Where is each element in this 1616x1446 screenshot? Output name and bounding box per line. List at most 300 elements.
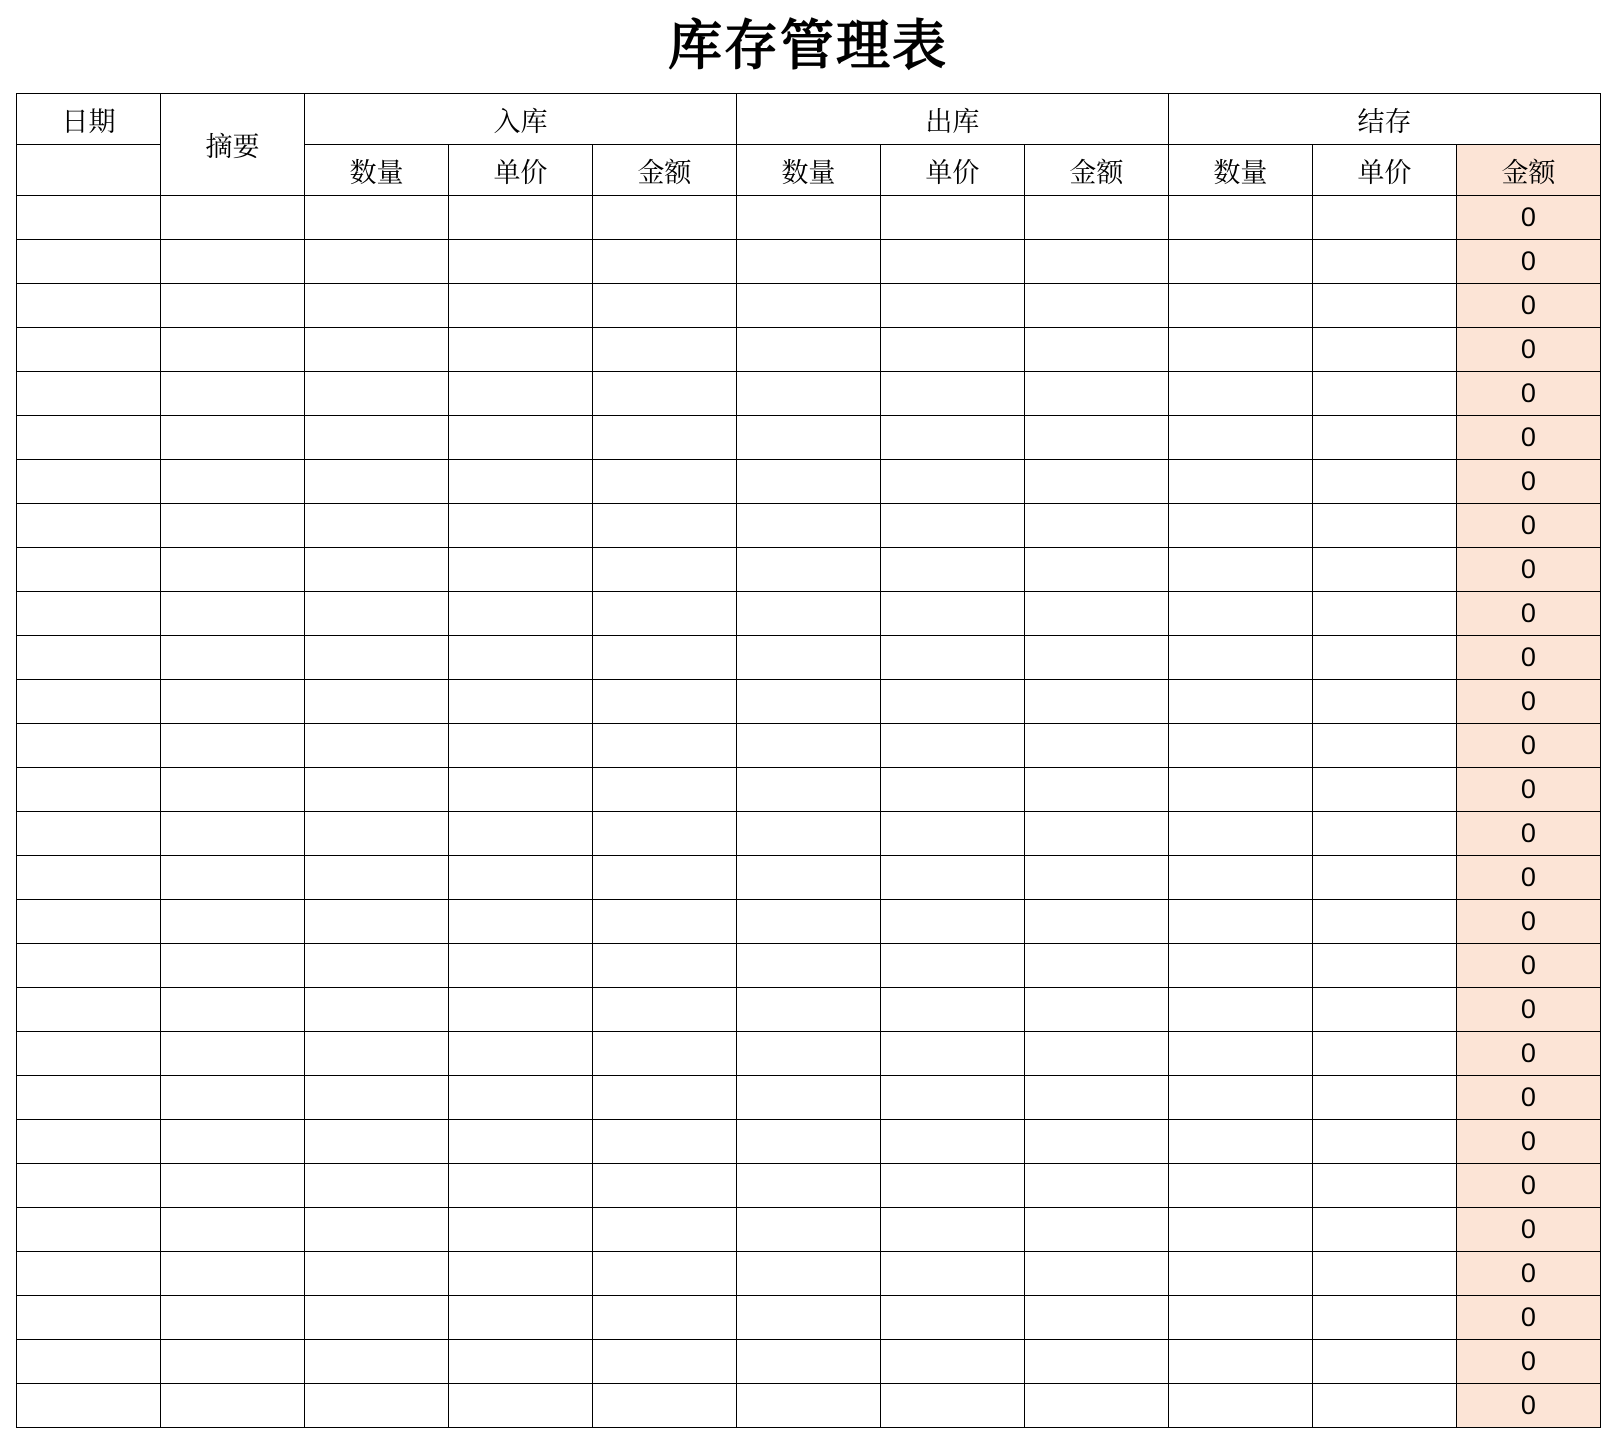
cell-balance-quantity[interactable] bbox=[1168, 988, 1312, 1032]
cell-inbound-amount[interactable] bbox=[592, 416, 736, 460]
cell-balance-amount[interactable]: 0 bbox=[1456, 856, 1600, 900]
cell-inbound-unit-price[interactable] bbox=[448, 1164, 592, 1208]
cell-outbound-quantity[interactable] bbox=[736, 1384, 880, 1428]
cell-balance-amount[interactable]: 0 bbox=[1456, 724, 1600, 768]
cell-outbound-unit-price[interactable] bbox=[880, 636, 1024, 680]
cell-inbound-amount[interactable] bbox=[592, 196, 736, 240]
cell-balance-amount[interactable]: 0 bbox=[1456, 1252, 1600, 1296]
cell-summary[interactable] bbox=[160, 1296, 304, 1340]
cell-outbound-amount[interactable] bbox=[1024, 812, 1168, 856]
cell-outbound-unit-price[interactable] bbox=[880, 988, 1024, 1032]
cell-outbound-unit-price[interactable] bbox=[880, 1032, 1024, 1076]
cell-balance-amount[interactable]: 0 bbox=[1456, 504, 1600, 548]
cell-outbound-amount[interactable] bbox=[1024, 1384, 1168, 1428]
cell-balance-unit-price[interactable] bbox=[1312, 592, 1456, 636]
cell-outbound-amount[interactable] bbox=[1024, 724, 1168, 768]
cell-balance-amount[interactable]: 0 bbox=[1456, 680, 1600, 724]
cell-balance-unit-price[interactable] bbox=[1312, 240, 1456, 284]
cell-balance-quantity[interactable] bbox=[1168, 460, 1312, 504]
cell-balance-unit-price[interactable] bbox=[1312, 1164, 1456, 1208]
cell-outbound-quantity[interactable] bbox=[736, 1032, 880, 1076]
cell-inbound-quantity[interactable] bbox=[304, 592, 448, 636]
cell-outbound-unit-price[interactable] bbox=[880, 900, 1024, 944]
cell-summary[interactable] bbox=[160, 636, 304, 680]
cell-inbound-quantity[interactable] bbox=[304, 680, 448, 724]
cell-outbound-unit-price[interactable] bbox=[880, 680, 1024, 724]
cell-summary[interactable] bbox=[160, 812, 304, 856]
cell-outbound-amount[interactable] bbox=[1024, 680, 1168, 724]
cell-balance-amount[interactable]: 0 bbox=[1456, 944, 1600, 988]
cell-inbound-amount[interactable] bbox=[592, 328, 736, 372]
cell-date[interactable] bbox=[17, 768, 161, 812]
cell-balance-unit-price[interactable] bbox=[1312, 1296, 1456, 1340]
cell-outbound-unit-price[interactable] bbox=[880, 768, 1024, 812]
cell-outbound-unit-price[interactable] bbox=[880, 416, 1024, 460]
cell-inbound-quantity[interactable] bbox=[304, 812, 448, 856]
cell-balance-amount[interactable]: 0 bbox=[1456, 1384, 1600, 1428]
cell-summary[interactable] bbox=[160, 284, 304, 328]
cell-inbound-amount[interactable] bbox=[592, 460, 736, 504]
cell-balance-quantity[interactable] bbox=[1168, 548, 1312, 592]
cell-date[interactable] bbox=[17, 1340, 161, 1384]
cell-outbound-quantity[interactable] bbox=[736, 944, 880, 988]
cell-outbound-quantity[interactable] bbox=[736, 284, 880, 328]
cell-summary[interactable] bbox=[160, 1076, 304, 1120]
cell-balance-amount[interactable]: 0 bbox=[1456, 328, 1600, 372]
cell-outbound-unit-price[interactable] bbox=[880, 1120, 1024, 1164]
cell-inbound-unit-price[interactable] bbox=[448, 856, 592, 900]
cell-balance-unit-price[interactable] bbox=[1312, 372, 1456, 416]
cell-balance-unit-price[interactable] bbox=[1312, 1076, 1456, 1120]
cell-inbound-quantity[interactable] bbox=[304, 372, 448, 416]
cell-inbound-unit-price[interactable] bbox=[448, 1384, 592, 1428]
cell-balance-unit-price[interactable] bbox=[1312, 724, 1456, 768]
cell-balance-quantity[interactable] bbox=[1168, 768, 1312, 812]
cell-inbound-amount[interactable] bbox=[592, 1252, 736, 1296]
cell-summary[interactable] bbox=[160, 548, 304, 592]
cell-inbound-amount[interactable] bbox=[592, 1032, 736, 1076]
cell-summary[interactable] bbox=[160, 592, 304, 636]
cell-balance-quantity[interactable] bbox=[1168, 1296, 1312, 1340]
cell-balance-unit-price[interactable] bbox=[1312, 944, 1456, 988]
cell-outbound-quantity[interactable] bbox=[736, 416, 880, 460]
cell-outbound-unit-price[interactable] bbox=[880, 196, 1024, 240]
cell-inbound-amount[interactable] bbox=[592, 1120, 736, 1164]
cell-inbound-unit-price[interactable] bbox=[448, 372, 592, 416]
cell-inbound-quantity[interactable] bbox=[304, 196, 448, 240]
cell-date[interactable] bbox=[17, 988, 161, 1032]
cell-inbound-amount[interactable] bbox=[592, 284, 736, 328]
cell-balance-quantity[interactable] bbox=[1168, 812, 1312, 856]
cell-summary[interactable] bbox=[160, 1252, 304, 1296]
cell-outbound-unit-price[interactable] bbox=[880, 1384, 1024, 1428]
cell-balance-unit-price[interactable] bbox=[1312, 988, 1456, 1032]
cell-date[interactable] bbox=[17, 1296, 161, 1340]
cell-outbound-unit-price[interactable] bbox=[880, 284, 1024, 328]
cell-outbound-amount[interactable] bbox=[1024, 416, 1168, 460]
cell-outbound-unit-price[interactable] bbox=[880, 548, 1024, 592]
cell-inbound-amount[interactable] bbox=[592, 988, 736, 1032]
cell-outbound-quantity[interactable] bbox=[736, 768, 880, 812]
cell-outbound-amount[interactable] bbox=[1024, 196, 1168, 240]
cell-balance-unit-price[interactable] bbox=[1312, 1252, 1456, 1296]
cell-date[interactable] bbox=[17, 944, 161, 988]
cell-inbound-quantity[interactable] bbox=[304, 768, 448, 812]
cell-outbound-amount[interactable] bbox=[1024, 1032, 1168, 1076]
cell-outbound-amount[interactable] bbox=[1024, 548, 1168, 592]
cell-balance-unit-price[interactable] bbox=[1312, 1384, 1456, 1428]
cell-inbound-amount[interactable] bbox=[592, 680, 736, 724]
cell-date[interactable] bbox=[17, 1120, 161, 1164]
cell-date[interactable] bbox=[17, 1252, 161, 1296]
cell-inbound-unit-price[interactable] bbox=[448, 1252, 592, 1296]
cell-summary[interactable] bbox=[160, 1164, 304, 1208]
cell-balance-unit-price[interactable] bbox=[1312, 856, 1456, 900]
cell-outbound-unit-price[interactable] bbox=[880, 1252, 1024, 1296]
cell-balance-quantity[interactable] bbox=[1168, 372, 1312, 416]
cell-date[interactable] bbox=[17, 240, 161, 284]
cell-inbound-amount[interactable] bbox=[592, 856, 736, 900]
cell-balance-amount[interactable]: 0 bbox=[1456, 1164, 1600, 1208]
cell-outbound-quantity[interactable] bbox=[736, 900, 880, 944]
cell-summary[interactable] bbox=[160, 988, 304, 1032]
cell-inbound-quantity[interactable] bbox=[304, 328, 448, 372]
cell-date[interactable] bbox=[17, 548, 161, 592]
cell-outbound-amount[interactable] bbox=[1024, 856, 1168, 900]
cell-balance-amount[interactable]: 0 bbox=[1456, 372, 1600, 416]
cell-balance-quantity[interactable] bbox=[1168, 284, 1312, 328]
cell-summary[interactable] bbox=[160, 944, 304, 988]
cell-outbound-unit-price[interactable] bbox=[880, 1164, 1024, 1208]
cell-balance-unit-price[interactable] bbox=[1312, 196, 1456, 240]
cell-inbound-amount[interactable] bbox=[592, 1164, 736, 1208]
cell-summary[interactable] bbox=[160, 196, 304, 240]
cell-balance-amount[interactable]: 0 bbox=[1456, 988, 1600, 1032]
cell-date[interactable] bbox=[17, 636, 161, 680]
cell-date[interactable] bbox=[17, 680, 161, 724]
cell-outbound-unit-price[interactable] bbox=[880, 240, 1024, 284]
cell-outbound-amount[interactable] bbox=[1024, 372, 1168, 416]
cell-balance-amount[interactable]: 0 bbox=[1456, 1340, 1600, 1384]
cell-summary[interactable] bbox=[160, 1340, 304, 1384]
cell-outbound-amount[interactable] bbox=[1024, 768, 1168, 812]
cell-outbound-quantity[interactable] bbox=[736, 1252, 880, 1296]
cell-inbound-amount[interactable] bbox=[592, 900, 736, 944]
cell-balance-unit-price[interactable] bbox=[1312, 900, 1456, 944]
cell-inbound-amount[interactable] bbox=[592, 1296, 736, 1340]
cell-inbound-unit-price[interactable] bbox=[448, 460, 592, 504]
cell-date[interactable] bbox=[17, 856, 161, 900]
cell-balance-amount[interactable]: 0 bbox=[1456, 812, 1600, 856]
cell-outbound-unit-price[interactable] bbox=[880, 504, 1024, 548]
cell-balance-amount[interactable]: 0 bbox=[1456, 900, 1600, 944]
cell-inbound-unit-price[interactable] bbox=[448, 1208, 592, 1252]
cell-outbound-amount[interactable] bbox=[1024, 1076, 1168, 1120]
cell-inbound-quantity[interactable] bbox=[304, 724, 448, 768]
cell-balance-quantity[interactable] bbox=[1168, 1340, 1312, 1384]
cell-inbound-amount[interactable] bbox=[592, 240, 736, 284]
cell-inbound-unit-price[interactable] bbox=[448, 812, 592, 856]
cell-date[interactable] bbox=[17, 1384, 161, 1428]
cell-inbound-quantity[interactable] bbox=[304, 988, 448, 1032]
cell-date[interactable] bbox=[17, 1164, 161, 1208]
cell-inbound-quantity[interactable] bbox=[304, 1208, 448, 1252]
cell-outbound-quantity[interactable] bbox=[736, 1208, 880, 1252]
cell-outbound-unit-price[interactable] bbox=[880, 372, 1024, 416]
cell-outbound-quantity[interactable] bbox=[736, 680, 880, 724]
cell-outbound-quantity[interactable] bbox=[736, 1296, 880, 1340]
cell-outbound-amount[interactable] bbox=[1024, 944, 1168, 988]
cell-inbound-quantity[interactable] bbox=[304, 636, 448, 680]
cell-inbound-quantity[interactable] bbox=[304, 460, 448, 504]
cell-balance-amount[interactable]: 0 bbox=[1456, 548, 1600, 592]
cell-summary[interactable] bbox=[160, 856, 304, 900]
cell-balance-amount[interactable]: 0 bbox=[1456, 592, 1600, 636]
cell-balance-amount[interactable]: 0 bbox=[1456, 1032, 1600, 1076]
cell-inbound-quantity[interactable] bbox=[304, 1384, 448, 1428]
cell-balance-unit-price[interactable] bbox=[1312, 1120, 1456, 1164]
cell-inbound-amount[interactable] bbox=[592, 768, 736, 812]
cell-summary[interactable] bbox=[160, 240, 304, 284]
cell-inbound-unit-price[interactable] bbox=[448, 240, 592, 284]
cell-outbound-quantity[interactable] bbox=[736, 1120, 880, 1164]
cell-balance-amount[interactable]: 0 bbox=[1456, 240, 1600, 284]
cell-balance-quantity[interactable] bbox=[1168, 196, 1312, 240]
cell-outbound-quantity[interactable] bbox=[736, 460, 880, 504]
cell-date[interactable] bbox=[17, 1032, 161, 1076]
cell-outbound-unit-price[interactable] bbox=[880, 812, 1024, 856]
cell-outbound-unit-price[interactable] bbox=[880, 1076, 1024, 1120]
cell-summary[interactable] bbox=[160, 1384, 304, 1428]
cell-outbound-unit-price[interactable] bbox=[880, 592, 1024, 636]
cell-outbound-unit-price[interactable] bbox=[880, 460, 1024, 504]
cell-inbound-unit-price[interactable] bbox=[448, 724, 592, 768]
cell-date[interactable] bbox=[17, 284, 161, 328]
cell-outbound-amount[interactable] bbox=[1024, 1208, 1168, 1252]
cell-balance-unit-price[interactable] bbox=[1312, 636, 1456, 680]
cell-outbound-quantity[interactable] bbox=[736, 592, 880, 636]
cell-date[interactable] bbox=[17, 372, 161, 416]
cell-balance-quantity[interactable] bbox=[1168, 636, 1312, 680]
cell-date[interactable] bbox=[17, 724, 161, 768]
cell-summary[interactable] bbox=[160, 504, 304, 548]
cell-date[interactable] bbox=[17, 592, 161, 636]
cell-outbound-quantity[interactable] bbox=[736, 1340, 880, 1384]
cell-outbound-quantity[interactable] bbox=[736, 1164, 880, 1208]
cell-balance-quantity[interactable] bbox=[1168, 592, 1312, 636]
cell-date[interactable] bbox=[17, 504, 161, 548]
cell-outbound-amount[interactable] bbox=[1024, 1164, 1168, 1208]
cell-outbound-amount[interactable] bbox=[1024, 460, 1168, 504]
cell-balance-amount[interactable]: 0 bbox=[1456, 1120, 1600, 1164]
cell-outbound-amount[interactable] bbox=[1024, 1120, 1168, 1164]
cell-balance-quantity[interactable] bbox=[1168, 416, 1312, 460]
cell-inbound-unit-price[interactable] bbox=[448, 1120, 592, 1164]
cell-balance-amount[interactable]: 0 bbox=[1456, 1076, 1600, 1120]
cell-inbound-amount[interactable] bbox=[592, 592, 736, 636]
cell-outbound-amount[interactable] bbox=[1024, 988, 1168, 1032]
cell-inbound-quantity[interactable] bbox=[304, 1340, 448, 1384]
cell-inbound-unit-price[interactable] bbox=[448, 680, 592, 724]
cell-summary[interactable] bbox=[160, 1032, 304, 1076]
cell-balance-amount[interactable]: 0 bbox=[1456, 768, 1600, 812]
cell-outbound-quantity[interactable] bbox=[736, 372, 880, 416]
cell-inbound-quantity[interactable] bbox=[304, 240, 448, 284]
cell-outbound-quantity[interactable] bbox=[736, 196, 880, 240]
cell-outbound-unit-price[interactable] bbox=[880, 1208, 1024, 1252]
cell-inbound-unit-price[interactable] bbox=[448, 636, 592, 680]
cell-balance-unit-price[interactable] bbox=[1312, 812, 1456, 856]
cell-date[interactable] bbox=[17, 1076, 161, 1120]
cell-summary[interactable] bbox=[160, 900, 304, 944]
cell-inbound-amount[interactable] bbox=[592, 1384, 736, 1428]
cell-outbound-unit-price[interactable] bbox=[880, 724, 1024, 768]
cell-outbound-quantity[interactable] bbox=[736, 812, 880, 856]
cell-date[interactable] bbox=[17, 1208, 161, 1252]
cell-balance-quantity[interactable] bbox=[1168, 1384, 1312, 1428]
cell-date[interactable] bbox=[17, 460, 161, 504]
cell-date[interactable] bbox=[17, 900, 161, 944]
cell-inbound-unit-price[interactable] bbox=[448, 504, 592, 548]
cell-balance-quantity[interactable] bbox=[1168, 240, 1312, 284]
cell-outbound-amount[interactable] bbox=[1024, 1296, 1168, 1340]
cell-inbound-quantity[interactable] bbox=[304, 900, 448, 944]
cell-inbound-unit-price[interactable] bbox=[448, 1296, 592, 1340]
cell-outbound-quantity[interactable] bbox=[736, 1076, 880, 1120]
cell-balance-quantity[interactable] bbox=[1168, 328, 1312, 372]
cell-summary[interactable] bbox=[160, 680, 304, 724]
cell-outbound-quantity[interactable] bbox=[736, 724, 880, 768]
cell-inbound-unit-price[interactable] bbox=[448, 416, 592, 460]
cell-date[interactable] bbox=[17, 328, 161, 372]
cell-inbound-unit-price[interactable] bbox=[448, 284, 592, 328]
cell-summary[interactable] bbox=[160, 328, 304, 372]
cell-balance-unit-price[interactable] bbox=[1312, 768, 1456, 812]
cell-balance-quantity[interactable] bbox=[1168, 856, 1312, 900]
cell-summary[interactable] bbox=[160, 372, 304, 416]
cell-balance-unit-price[interactable] bbox=[1312, 504, 1456, 548]
cell-balance-amount[interactable]: 0 bbox=[1456, 636, 1600, 680]
cell-summary[interactable] bbox=[160, 724, 304, 768]
cell-balance-unit-price[interactable] bbox=[1312, 1208, 1456, 1252]
cell-inbound-quantity[interactable] bbox=[304, 548, 448, 592]
cell-outbound-amount[interactable] bbox=[1024, 1340, 1168, 1384]
cell-inbound-quantity[interactable] bbox=[304, 1120, 448, 1164]
cell-balance-unit-price[interactable] bbox=[1312, 548, 1456, 592]
cell-balance-amount[interactable]: 0 bbox=[1456, 196, 1600, 240]
cell-balance-quantity[interactable] bbox=[1168, 1164, 1312, 1208]
cell-inbound-amount[interactable] bbox=[592, 1076, 736, 1120]
cell-outbound-quantity[interactable] bbox=[736, 240, 880, 284]
cell-balance-unit-price[interactable] bbox=[1312, 460, 1456, 504]
cell-balance-amount[interactable]: 0 bbox=[1456, 1208, 1600, 1252]
cell-inbound-unit-price[interactable] bbox=[448, 944, 592, 988]
cell-balance-unit-price[interactable] bbox=[1312, 680, 1456, 724]
cell-outbound-unit-price[interactable] bbox=[880, 944, 1024, 988]
cell-inbound-amount[interactable] bbox=[592, 724, 736, 768]
cell-balance-quantity[interactable] bbox=[1168, 1120, 1312, 1164]
cell-inbound-unit-price[interactable] bbox=[448, 988, 592, 1032]
cell-inbound-unit-price[interactable] bbox=[448, 768, 592, 812]
cell-summary[interactable] bbox=[160, 416, 304, 460]
cell-inbound-unit-price[interactable] bbox=[448, 1032, 592, 1076]
cell-outbound-amount[interactable] bbox=[1024, 504, 1168, 548]
cell-balance-quantity[interactable] bbox=[1168, 1252, 1312, 1296]
cell-outbound-quantity[interactable] bbox=[736, 636, 880, 680]
cell-balance-quantity[interactable] bbox=[1168, 724, 1312, 768]
cell-inbound-unit-price[interactable] bbox=[448, 548, 592, 592]
cell-outbound-quantity[interactable] bbox=[736, 328, 880, 372]
cell-balance-quantity[interactable] bbox=[1168, 944, 1312, 988]
cell-outbound-quantity[interactable] bbox=[736, 548, 880, 592]
cell-outbound-quantity[interactable] bbox=[736, 856, 880, 900]
cell-date[interactable] bbox=[17, 416, 161, 460]
cell-summary[interactable] bbox=[160, 1120, 304, 1164]
cell-summary[interactable] bbox=[160, 460, 304, 504]
cell-outbound-amount[interactable] bbox=[1024, 900, 1168, 944]
cell-outbound-unit-price[interactable] bbox=[880, 328, 1024, 372]
cell-outbound-unit-price[interactable] bbox=[880, 856, 1024, 900]
cell-inbound-unit-price[interactable] bbox=[448, 196, 592, 240]
cell-balance-amount[interactable]: 0 bbox=[1456, 284, 1600, 328]
cell-inbound-quantity[interactable] bbox=[304, 504, 448, 548]
cell-date[interactable] bbox=[17, 196, 161, 240]
cell-inbound-quantity[interactable] bbox=[304, 284, 448, 328]
cell-outbound-amount[interactable] bbox=[1024, 284, 1168, 328]
cell-inbound-quantity[interactable] bbox=[304, 1032, 448, 1076]
cell-balance-amount[interactable]: 0 bbox=[1456, 1296, 1600, 1340]
cell-inbound-quantity[interactable] bbox=[304, 1252, 448, 1296]
cell-inbound-amount[interactable] bbox=[592, 1340, 736, 1384]
cell-outbound-amount[interactable] bbox=[1024, 1252, 1168, 1296]
cell-inbound-amount[interactable] bbox=[592, 636, 736, 680]
cell-inbound-amount[interactable] bbox=[592, 504, 736, 548]
cell-outbound-quantity[interactable] bbox=[736, 504, 880, 548]
cell-outbound-amount[interactable] bbox=[1024, 240, 1168, 284]
cell-balance-quantity[interactable] bbox=[1168, 1208, 1312, 1252]
cell-balance-quantity[interactable] bbox=[1168, 1076, 1312, 1120]
cell-balance-amount[interactable]: 0 bbox=[1456, 460, 1600, 504]
cell-inbound-quantity[interactable] bbox=[304, 1164, 448, 1208]
cell-balance-quantity[interactable] bbox=[1168, 900, 1312, 944]
cell-inbound-unit-price[interactable] bbox=[448, 1340, 592, 1384]
cell-inbound-quantity[interactable] bbox=[304, 856, 448, 900]
cell-outbound-quantity[interactable] bbox=[736, 988, 880, 1032]
cell-balance-unit-price[interactable] bbox=[1312, 416, 1456, 460]
cell-balance-quantity[interactable] bbox=[1168, 1032, 1312, 1076]
cell-balance-quantity[interactable] bbox=[1168, 680, 1312, 724]
cell-inbound-unit-price[interactable] bbox=[448, 1076, 592, 1120]
cell-outbound-amount[interactable] bbox=[1024, 636, 1168, 680]
cell-inbound-unit-price[interactable] bbox=[448, 592, 592, 636]
cell-inbound-amount[interactable] bbox=[592, 944, 736, 988]
cell-summary[interactable] bbox=[160, 1208, 304, 1252]
cell-inbound-amount[interactable] bbox=[592, 548, 736, 592]
cell-balance-unit-price[interactable] bbox=[1312, 284, 1456, 328]
cell-outbound-amount[interactable] bbox=[1024, 328, 1168, 372]
cell-inbound-quantity[interactable] bbox=[304, 1296, 448, 1340]
cell-balance-quantity[interactable] bbox=[1168, 504, 1312, 548]
cell-inbound-amount[interactable] bbox=[592, 1208, 736, 1252]
cell-inbound-unit-price[interactable] bbox=[448, 328, 592, 372]
cell-inbound-unit-price[interactable] bbox=[448, 900, 592, 944]
cell-date[interactable] bbox=[17, 812, 161, 856]
cell-inbound-quantity[interactable] bbox=[304, 416, 448, 460]
cell-balance-amount[interactable]: 0 bbox=[1456, 416, 1600, 460]
cell-balance-unit-price[interactable] bbox=[1312, 328, 1456, 372]
header-date-blank[interactable] bbox=[17, 145, 161, 196]
cell-inbound-amount[interactable] bbox=[592, 372, 736, 416]
